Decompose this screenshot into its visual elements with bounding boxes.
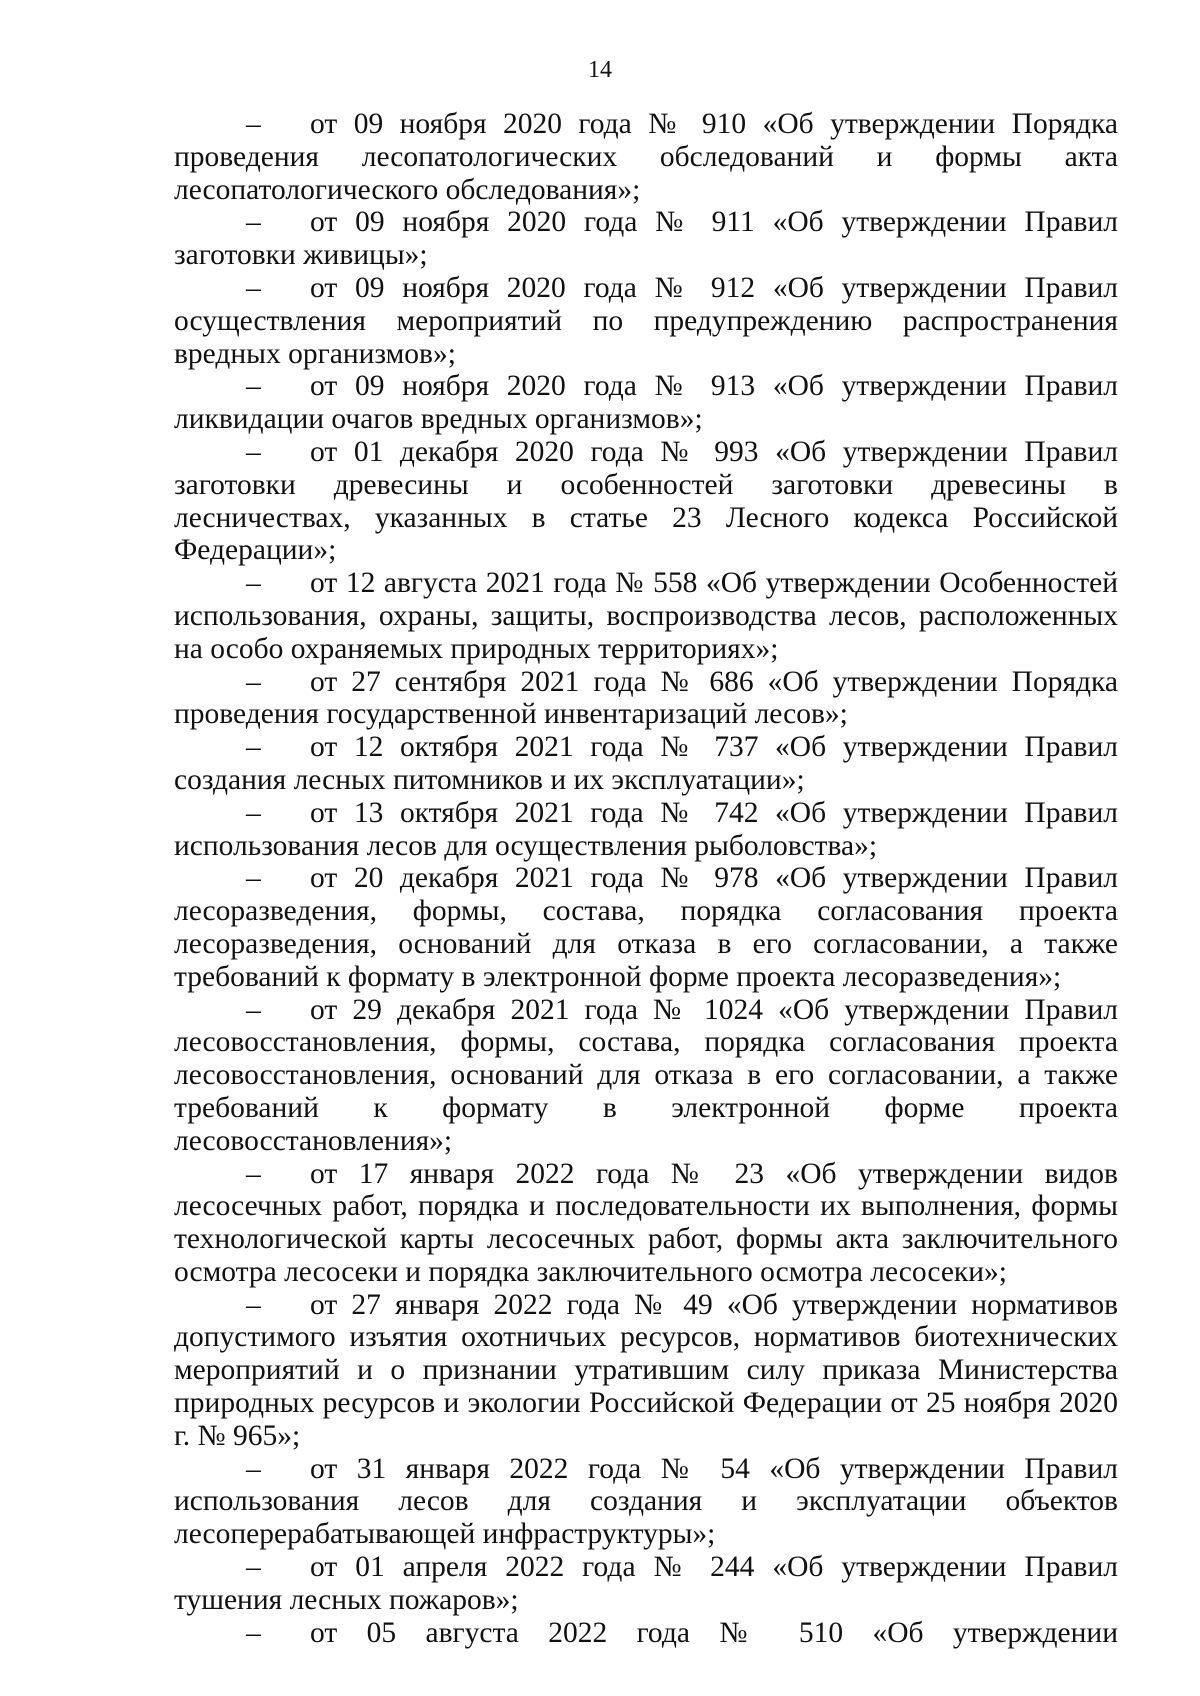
list-item — [174, 1289, 1118, 1453]
list-dash: – — [246, 271, 261, 304]
list-dash: – — [246, 108, 261, 140]
list-item — [174, 862, 1118, 993]
list-dash: – — [246, 796, 261, 829]
list-item — [174, 436, 1118, 567]
list-item — [174, 731, 1118, 797]
list-dash: – — [246, 370, 261, 403]
list-item-text: от 27 сентября 2021 года № 686 «Об утверждении Порядка проведения государственной инвентаризаций лесов»; — [174, 665, 1118, 731]
list-item — [174, 1617, 1118, 1650]
list-item-text: от 12 октября 2021 года № 737 «Об утверждении Правил создания лесных питомников и их эксплуатации»; — [174, 731, 1118, 796]
list-item-text: от 27 января 2022 года № 49 «Об утверждении нормативов допустимого изъятия охотничьих ресурсов, нормативов биотехнических мероприятий и о признании утратившим силу приказа Министерства природных ресурсов и экологии Российской Федерации от 25 ноября 2020 г. № 965»; — [174, 1288, 1118, 1452]
list-item — [174, 108, 1118, 206]
list-item-text: от 09 ноября 2020 года № 912 «Об утверждении Правил осуществления мероприятий по предупреждению распространения вредных организмов»; — [174, 271, 1118, 370]
list-dash: – — [246, 206, 261, 239]
page-number: 14 — [588, 57, 612, 83]
list-item — [174, 370, 1118, 436]
list-item-text: от 01 апреля 2022 года № 244 «Об утверждении Правил тушения лесных пожаров»; — [174, 1551, 1118, 1616]
list-item — [174, 206, 1118, 272]
list-item — [174, 272, 1118, 370]
list-item-text: от 09 ноября 2020 года № 913 «Об утверждении Правил ликвидации очагов вредных организмов»; — [174, 370, 1118, 436]
list-dash: – — [246, 1157, 261, 1190]
list-item — [174, 1158, 1118, 1289]
list-dash: – — [246, 435, 261, 468]
list-item-text: от 09 ноября 2020 года № 910 «Об утверждении Порядка проведения лесопатологических обследований и формы акта лесопатологического обследования»; — [174, 108, 1118, 206]
list-item — [174, 1551, 1118, 1617]
list-item — [174, 1453, 1118, 1551]
list-item-text: от 05 августа 2022 года № 510 «Об утверждении — [310, 1616, 1118, 1649]
list-item — [174, 797, 1118, 863]
list-item-text: от 01 декабря 2020 года № 993 «Об утверждении Правил заготовки древесины и особенностей заготовки древесины в лесничествах, указанных в статье 23 Лесного кодекса Российской Федерации»; — [174, 435, 1118, 567]
list-dash: – — [246, 665, 261, 698]
list-item — [174, 994, 1118, 1158]
list-dash: – — [246, 1452, 261, 1485]
list-dash: – — [246, 993, 261, 1026]
list-dash: – — [246, 1288, 261, 1321]
list-dash: – — [246, 567, 261, 600]
list-item-text: от 12 августа 2021 года № 558 «Об утверждении Особенностей использования, охраны, защиты, воспроизводства лесов, расположенных на особо охраняемых природных территориях»; — [174, 567, 1118, 665]
list-item-text: от 29 декабря 2021 года № 1024 «Об утверждении Правил лесовосстановления, формы, состава, порядка согласования проекта лесовосстановления, оснований для отказа в его согласовании, а также требований к формату в электронной форме проекта лесовосстановления»; — [174, 993, 1118, 1157]
list-item-text: от 09 ноября 2020 года № 911 «Об утверждении Правил заготовки живицы»; — [174, 206, 1118, 272]
list-item-text: от 20 декабря 2021 года № 978 «Об утверждении Правил лесоразведения, формы, состава, порядка согласования проекта лесоразведения, оснований для отказа в его согласовании, а также требований к формату в электронной форме проекта лесоразведения»; — [174, 862, 1118, 993]
list-item-text: от 31 января 2022 года № 54 «Об утверждении Правил использования лесов для создания и эксплуатации объектов лесоперерабатывающей инфраструктуры»; — [174, 1452, 1118, 1551]
list-dash: – — [246, 862, 261, 895]
list-item — [174, 666, 1118, 732]
list-item — [174, 567, 1118, 665]
list-dash: – — [246, 1551, 261, 1584]
list-dash: – — [246, 1616, 261, 1649]
list-item-text: от 17 января 2022 года № 23 «Об утверждении видов лесосечных работ, порядка и последовательности их выполнения, формы технологической карты лесосечных работ, формы акта заключительного осмотра лесосеки и порядка заключительного осмотра лесосеки»; — [174, 1157, 1118, 1288]
list-dash: – — [246, 731, 261, 764]
list-item-text: от 13 октября 2021 года № 742 «Об утверждении Правил использования лесов для осуществления рыболовства»; — [174, 796, 1118, 862]
document-body — [174, 108, 1118, 1649]
